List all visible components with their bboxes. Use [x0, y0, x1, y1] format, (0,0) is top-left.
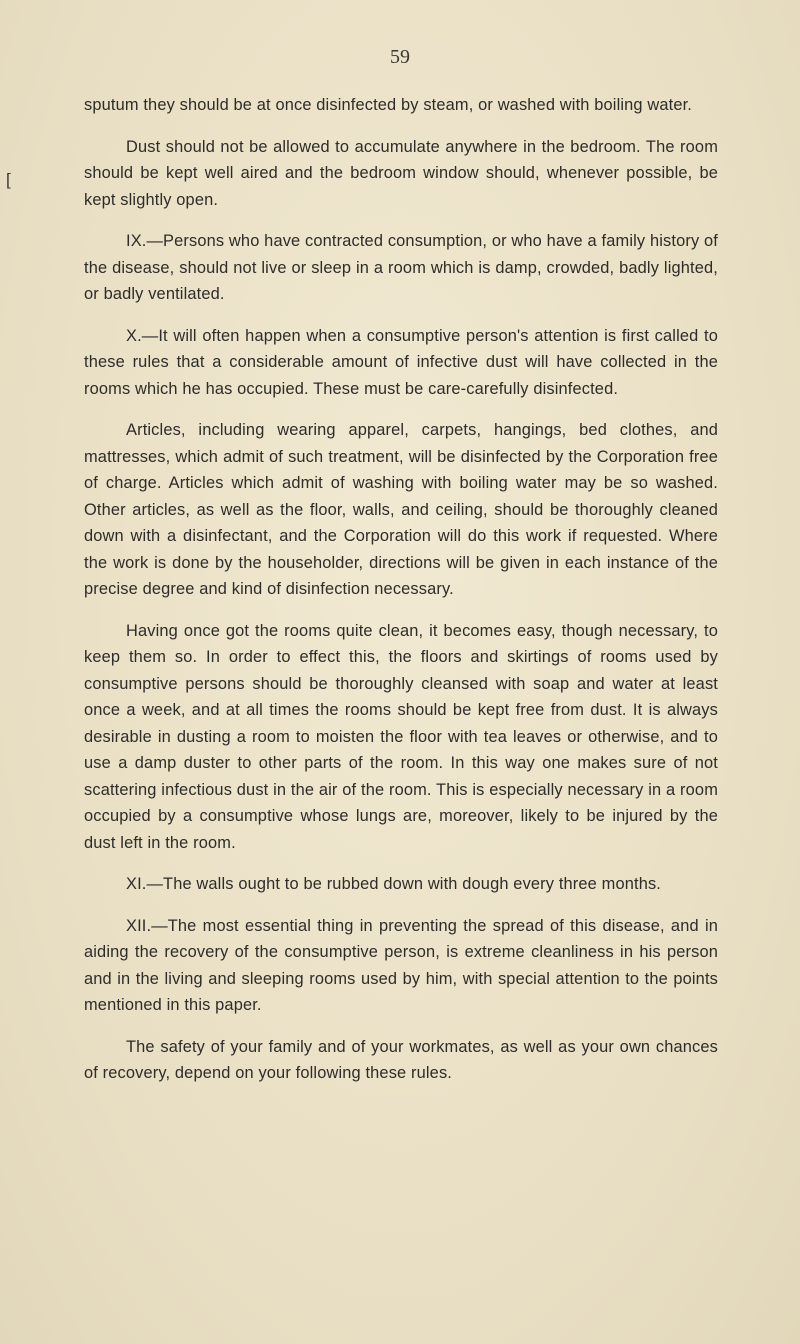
- paragraph-rule-x: X.—It will often happen when a consumptive person's attention is first called to these rules that a considerable amount of infective dust will have collected in the rooms which he has occupied. These must be care-carefully disinfected.: [84, 326, 718, 398]
- paragraph-rule-xii: XII.—The most essential thing in preventing the spread of this disease, and in aiding the recovery of the consumptive person, is extreme cleanliness in his person and in the living and sleeping rooms used by him, with special attention to the points mentioned in this paper.: [84, 916, 718, 1014]
- margin-mark: [: [6, 170, 11, 189]
- paragraph-articles: Articles, including wearing apparel, carpets, hangings, bed clothes, and mattresses, which admit of such treatment, will be disinfected by the Corporation free of charge. Articles which admit of washing with boiling water may be so washed. Other articles, as well as the floor, walls, and ceiling, should be thoroughly cleaned down with a disinfectant, and the Corporation will do this work if requested. Where the work is done by the householder, directions will be given in each instance of the precise degree and kind of disinfection necessary.: [84, 421, 718, 598]
- body-text: [84, 92, 718, 1102]
- paragraph-safety: The safety of your family and of your workmates, as well as your own chances of recovery, depend on your following these rules.: [84, 1037, 718, 1082]
- paragraph-dust: Dust should not be allowed to accumulate anywhere in the bedroom. The room should be kept well aired and the bedroom window should, whenever possible, be kept slightly open.: [84, 137, 718, 209]
- paragraph-clean-rooms: Having once got the rooms quite clean, it becomes easy, though necessary, to keep them so. In order to effect this, the floors and skirtings of rooms used by consumptive persons should be thoroughly cleansed with soap and water at least once a week, and at all times the rooms should be kept free from dust. It is always desirable in dusting a room to moisten the floor with tea leaves or otherwise, and to use a damp duster to other parts of the room. In this way one makes sure of not scattering infectious dust in the air of the room. This is especially necessary in a room occupied by a consumptive whose lungs are, moreover, likely to be injured by the dust left in the room.: [84, 621, 718, 852]
- paragraph-sputum: sputum they should be at once disinfected by steam, or washed with boiling water.: [84, 96, 693, 114]
- paragraph-rule-xi: XI.—The walls ought to be rubbed down with dough every three months.: [126, 875, 662, 893]
- paragraph-rule-ix: IX.—Persons who have contracted consumption, or who have a family history of the disease, should not live or sleep in a room which is damp, crowded, badly lighted, or badly ventilated.: [84, 232, 718, 303]
- page-number: 59: [390, 46, 410, 68]
